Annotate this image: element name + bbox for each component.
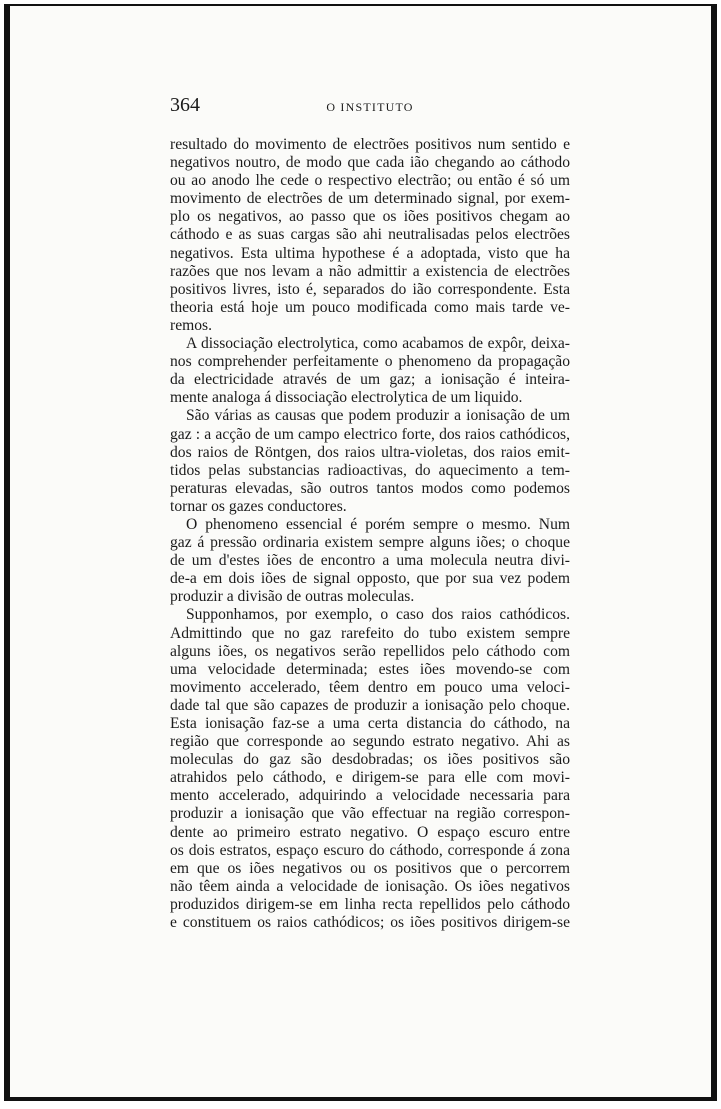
text-line: resultado do movimento de electrões positivos num sentido e xyxy=(170,136,570,153)
text-line: positivos livres, isto é, separados do ião correspondente. Esta xyxy=(170,280,570,298)
page-header xyxy=(170,94,570,118)
page-number: 364 xyxy=(170,94,200,116)
text-line: dente ao primeiro estrato negativo. O espaço escuro entre xyxy=(170,823,570,841)
text-line: tidos pelas substancias radioactivas, do aquecimento a tem- xyxy=(170,461,570,479)
text-line: dos raios de Röntgen, dos raios ultra-violetas, dos raios emit- xyxy=(170,443,570,461)
text-line: em que os iões negativos ou os positivos que o percorrem xyxy=(170,859,570,877)
text-line: ou ao anodo lhe cede o respectivo electrão; ou então é só um xyxy=(170,172,570,190)
text-line: Esta ionisação faz-se a uma certa distancia do cáthodo, na xyxy=(170,715,570,732)
text-line: região que corresponde ao segundo estrato negativo. Ahi as xyxy=(170,733,570,751)
text-line: gaz á pressão ordinaria existem sempre alguns iões; o choque xyxy=(170,534,570,552)
text-line: movimento accelerado, têem dentro em pouco uma veloci- xyxy=(170,678,570,696)
text-line: A dissociação electrolytica, como acabamos de expôr, deixa- xyxy=(186,335,570,353)
text-line: remos. xyxy=(170,316,213,334)
text-line: moleculas do gaz são desdobradas; os iões positivos são xyxy=(170,751,570,769)
text-line: uma velocidade determinada; estes iões movendo-se com xyxy=(170,660,570,678)
text-line: theoria está hoje um pouco modificada como mais tarde ve- xyxy=(170,298,570,316)
document-page xyxy=(4,4,717,1101)
running-head: O INSTITUTO xyxy=(326,100,414,114)
text-line: dade tal que são capazes de produzir a ionisação pelo choque. xyxy=(170,696,570,714)
text-line: gaz : a acção de um campo electrico forte, dos raios cathódicos, xyxy=(170,425,570,443)
text-line: mento accelerado, adquirindo a velocidade necessaria para xyxy=(170,787,570,805)
text-line: cáthodo e as suas cargas são ahi neutralisadas pelos electrões xyxy=(170,226,570,244)
text-line: produzidos dirigem-se em linha recta repellidos pelo cáthodo xyxy=(170,895,570,913)
text-line: peraturas elevadas, são outros tantos modos como podemos xyxy=(170,479,570,497)
text-line: produzir a ionisação que vão effectuar na região correspon- xyxy=(170,805,570,823)
body-text xyxy=(170,136,570,932)
text-line: e constituem os raios cathódicos; os iões positivos dirigem-se xyxy=(170,914,570,932)
text-line: movimento de electrões de um determinado signal, por exem- xyxy=(170,190,570,208)
text-line: O phenomeno essencial é porém sempre o mesmo. Num xyxy=(186,515,570,533)
text-line: Admittindo que no gaz rarefeito do tubo existem sempre xyxy=(170,624,570,642)
text-line: não têem ainda a velocidade de ionisação. Os iões negativos xyxy=(170,877,570,895)
text-line: de-a em dois iões de signal opposto, que por sua vez podem xyxy=(170,570,570,588)
text-line: tornar os gazes conductores. xyxy=(170,497,347,515)
text-line: razões que nos levam a não admittir a existencia de electrões xyxy=(170,262,570,280)
text-line: da electricidade através de um gaz; a ionisação é inteira- xyxy=(170,371,570,389)
text-line: Supponhamos, por exemplo, o caso dos raios cathódicos. xyxy=(186,606,570,624)
text-line: São várias as causas que podem produzir a ionisação de um xyxy=(186,407,570,425)
text-line: negativos. Esta ultima hypothese é a adoptada, visto que ha xyxy=(170,244,570,262)
text-line: produzir a divisão de outras moleculas. xyxy=(170,588,415,606)
text-line: de um d'estes iões de encontro a uma molecula neutra divi- xyxy=(170,552,570,570)
text-line: os dois estratos, espaço escuro do cáthodo, corresponde á zona xyxy=(170,841,570,859)
text-line: alguns iões, os negativos serão repellidos pelo cáthodo com xyxy=(170,642,570,660)
text-line: plo os negativos, ao passo que os iões positivos chegam ao xyxy=(170,208,570,226)
text-line: nos comprehender perfeitamente o phenomeno da propagação xyxy=(170,353,570,371)
text-line: negativos noutro, de modo que cada ião chegando ao cáthodo xyxy=(170,154,570,172)
text-line: atrahidos pelo cáthodo, e dirigem-se para elle com movi- xyxy=(170,769,570,787)
text-line: mente analoga á dissociação electrolytica de um liquido. xyxy=(170,389,523,407)
